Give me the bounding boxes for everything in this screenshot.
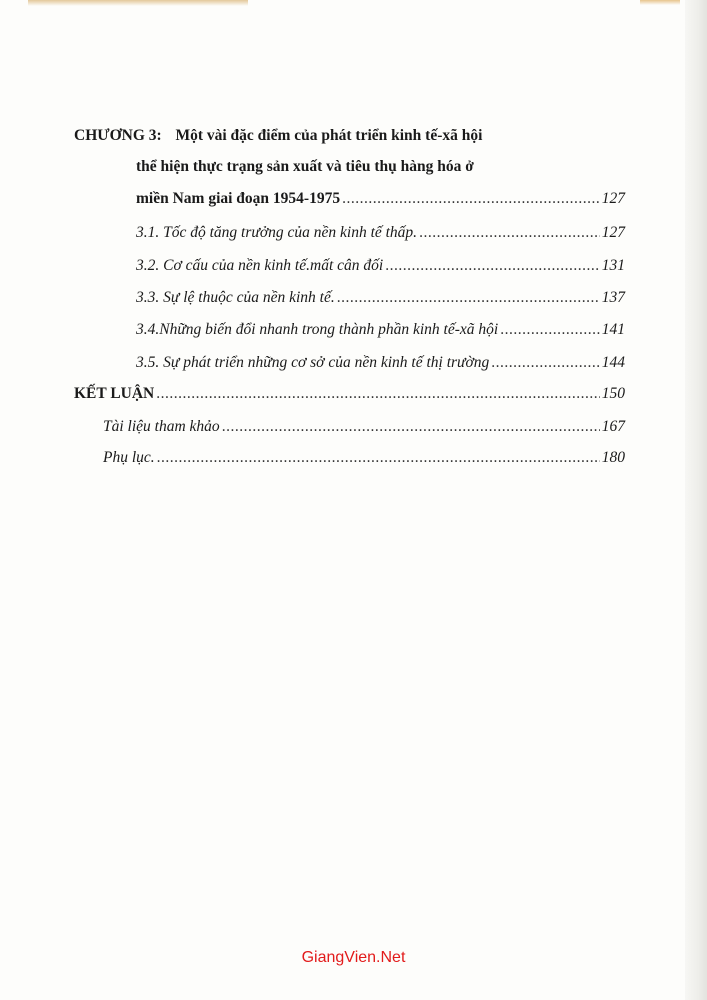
toc-chapter3-heading — [74, 126, 482, 146]
dot-leader — [342, 189, 600, 209]
dot-leader — [156, 384, 600, 404]
dot-leader — [337, 288, 600, 308]
toc-page-number: 180 — [601, 449, 625, 466]
toc-page-number: 150 — [601, 385, 625, 402]
toc-page-number: 127 — [601, 224, 625, 241]
scan-top-stain-left — [28, 0, 248, 6]
toc-section-3-5[interactable] — [136, 353, 625, 373]
chapter-title-line1: Một vài đặc điểm của phát triển kinh tế-xã hội — [175, 127, 483, 144]
toc-page-number: 137 — [601, 289, 625, 306]
toc-section-3-3[interactable] — [136, 288, 625, 308]
scan-edge-shadow — [685, 0, 707, 1000]
scan-top-stain-right — [640, 0, 680, 5]
dot-leader — [222, 417, 600, 437]
dot-leader — [157, 448, 600, 468]
toc-section-3-2[interactable] — [136, 256, 625, 276]
toc-label: 3.4.Những biến đổi nhanh trong thành phần kinh tế-xã hội — [136, 321, 499, 338]
toc-label: miền Nam giai đoạn 1954-1975 — [136, 190, 341, 207]
toc-label: 3.2. Cơ cấu của nền kinh tế.mất cân đối — [136, 257, 384, 274]
toc-page-number: 131 — [601, 257, 625, 274]
toc-section-3-4[interactable] — [136, 320, 625, 340]
toc-conclusion[interactable] — [74, 384, 625, 404]
dot-leader — [385, 256, 600, 276]
site-watermark: GiangVien.Net — [301, 949, 406, 966]
toc-label: Tài liệu tham khảo — [103, 418, 220, 435]
dot-leader — [419, 223, 600, 243]
dot-leader — [491, 353, 599, 373]
toc-references[interactable] — [103, 417, 625, 437]
toc-label: 3.3. Sự lệ thuộc của nền kinh tế. — [136, 289, 335, 306]
toc-label: 3.5. Sự phát triển những cơ sở của nền kinh tế thị trường — [136, 354, 490, 371]
toc-label: 3.1. Tốc độ tăng trưởng của nền kinh tế thấp. — [136, 224, 418, 241]
toc-chapter3-title-line3[interactable] — [136, 189, 625, 209]
toc-page-number: 144 — [601, 354, 625, 371]
chapter-number: CHƯƠNG 3: — [74, 127, 162, 144]
toc-label: Phụ lục. — [103, 449, 155, 466]
toc-page-number: 167 — [601, 418, 625, 435]
toc-label: KẾT LUẬN — [74, 385, 155, 402]
toc-appendix[interactable] — [103, 448, 625, 468]
toc-chapter3-title-line2: thể hiện thực trạng sản xuất và tiêu thụ hàng hóa ở — [136, 158, 474, 175]
toc-section-3-1[interactable] — [136, 223, 625, 243]
toc-page-number: 141 — [601, 321, 625, 338]
dot-leader — [500, 320, 600, 340]
toc-page-number: 127 — [601, 190, 625, 207]
